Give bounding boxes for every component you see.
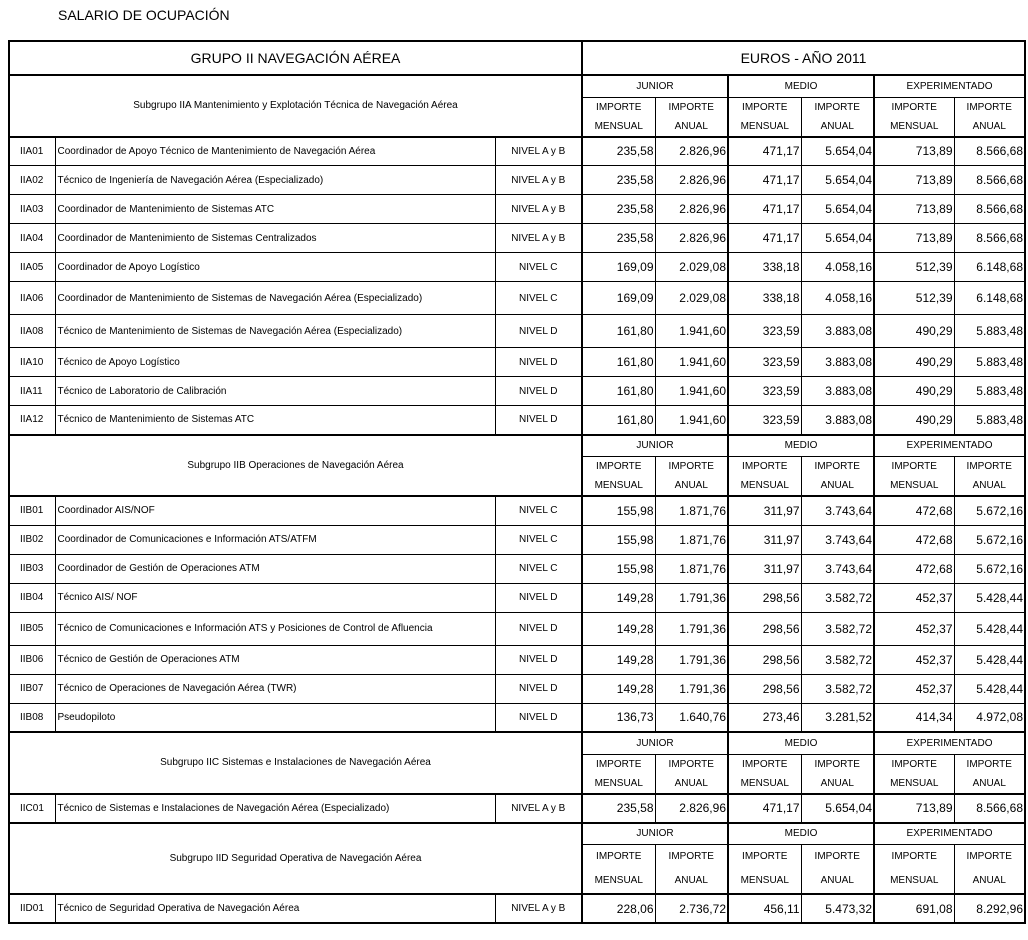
monthly-value: 235,58 [582, 195, 655, 224]
annual-value: 1.871,76 [655, 525, 728, 554]
importe-anual-header [655, 754, 728, 794]
header-line: MENSUAL [890, 120, 939, 132]
annual-value: 4.058,16 [801, 282, 874, 315]
annual-value: 3.582,72 [801, 612, 874, 645]
header-line: MENSUAL [740, 120, 789, 132]
row-name: Coordinador de Apoyo Técnico de Mantenimiento de Navegación Aérea [55, 137, 495, 166]
row-code: IIB01 [9, 496, 55, 525]
header-line: IMPORTE [596, 461, 642, 472]
annual-value: 2.826,96 [655, 195, 728, 224]
monthly-value: 713,89 [874, 794, 954, 823]
monthly-value: 452,37 [874, 583, 954, 612]
row-level: NIVEL A y B [495, 166, 582, 195]
header-line: IMPORTE [891, 851, 937, 862]
table-row [9, 224, 1025, 253]
annual-value: 3.743,64 [801, 496, 874, 525]
monthly-value: 228,06 [582, 894, 655, 923]
row-level: NIVEL A y B [495, 195, 582, 224]
header-line: IMPORTE [814, 101, 860, 113]
monthly-value: 323,59 [728, 406, 801, 435]
table-row [9, 315, 1025, 348]
annual-value: 5.428,44 [954, 612, 1025, 645]
row-level: NIVEL A y B [495, 794, 582, 823]
annual-value: 3.582,72 [801, 645, 874, 674]
monthly-value: 235,58 [582, 166, 655, 195]
header-line: IMPORTE [596, 851, 642, 862]
monthly-value: 471,17 [728, 137, 801, 166]
monthly-value: 136,73 [582, 703, 655, 732]
page-title: SALARIO DE OCUPACIÓN [58, 7, 230, 23]
row-level: NIVEL C [495, 253, 582, 282]
importe-anual-header [801, 457, 874, 497]
annual-value: 5.428,44 [954, 674, 1025, 703]
table-row [9, 253, 1025, 282]
annual-value: 1.791,36 [655, 583, 728, 612]
table-row [9, 377, 1025, 406]
monthly-value: 456,11 [728, 894, 801, 923]
header-line: IMPORTE [966, 851, 1012, 862]
importe-mensual-header [874, 457, 954, 497]
annual-value: 3.883,08 [801, 348, 874, 377]
header-line: ANUAL [674, 777, 708, 789]
band-label: JUNIOR [582, 75, 728, 97]
annual-value: 1.871,76 [655, 496, 728, 525]
row-level: NIVEL D [495, 612, 582, 645]
salary-table [8, 40, 1026, 924]
row-code: IIA03 [9, 195, 55, 224]
row-name: Técnico de Operaciones de Navegación Aérea (TWR) [55, 674, 495, 703]
subgroup-header-row [9, 75, 1025, 97]
monthly-value: 472,68 [874, 554, 954, 583]
header-line: IMPORTE [596, 101, 642, 113]
table-row [9, 794, 1025, 823]
header-line: IMPORTE [966, 461, 1012, 472]
monthly-value: 149,28 [582, 674, 655, 703]
band-label: MEDIO [728, 823, 874, 845]
table-row [9, 406, 1025, 435]
monthly-value: 490,29 [874, 377, 954, 406]
header-line: IMPORTE [966, 758, 1012, 770]
annual-value: 3.582,72 [801, 674, 874, 703]
table-row [9, 674, 1025, 703]
annual-value: 5.654,04 [801, 794, 874, 823]
annual-value: 8.566,68 [954, 224, 1025, 253]
monthly-value: 471,17 [728, 166, 801, 195]
header-line: MENSUAL [890, 875, 939, 886]
row-name: Técnico de Laboratorio de Calibración [55, 377, 495, 406]
header-line: IMPORTE [742, 101, 788, 113]
row-code: IIB02 [9, 525, 55, 554]
row-name: Técnico de Mantenimiento de Sistemas ATC [55, 406, 495, 435]
row-code: IIB04 [9, 583, 55, 612]
row-name: Técnico de Seguridad Operativa de Navegación Aérea [55, 894, 495, 923]
annual-value: 2.826,96 [655, 137, 728, 166]
row-level: NIVEL A y B [495, 224, 582, 253]
row-name: Técnico de Ingeniería de Navegación Aérea (Especializado) [55, 166, 495, 195]
band-label: EXPERIMENTADO [874, 732, 1025, 754]
annual-value: 1.871,76 [655, 554, 728, 583]
row-name: Pseudopiloto [55, 703, 495, 732]
monthly-value: 338,18 [728, 282, 801, 315]
annual-value: 2.826,96 [655, 794, 728, 823]
header-line: IMPORTE [668, 101, 714, 113]
annual-value: 3.883,08 [801, 406, 874, 435]
header-line: ANUAL [972, 777, 1006, 789]
band-label: JUNIOR [582, 732, 728, 754]
header-line: MENSUAL [594, 480, 643, 491]
annual-value: 8.566,68 [954, 166, 1025, 195]
table-row [9, 645, 1025, 674]
monthly-value: 149,28 [582, 583, 655, 612]
header-line: IMPORTE [814, 851, 860, 862]
row-code: IIA12 [9, 406, 55, 435]
annual-value: 1.791,36 [655, 645, 728, 674]
row-level: NIVEL D [495, 377, 582, 406]
row-level: NIVEL D [495, 703, 582, 732]
subgroup-header-row [9, 732, 1025, 754]
row-level: NIVEL C [495, 496, 582, 525]
table-row [9, 195, 1025, 224]
importe-anual-header [655, 97, 728, 137]
row-name: Técnico de Apoyo Logístico [55, 348, 495, 377]
header-line: ANUAL [820, 120, 854, 132]
monthly-value: 298,56 [728, 645, 801, 674]
importe-anual-header [801, 754, 874, 794]
annual-value: 5.883,48 [954, 377, 1025, 406]
row-name: Técnico de Gestión de Operaciones ATM [55, 645, 495, 674]
monthly-value: 273,46 [728, 703, 801, 732]
annual-value: 8.566,68 [954, 794, 1025, 823]
header-line: ANUAL [972, 480, 1006, 491]
monthly-value: 472,68 [874, 525, 954, 554]
header-line: MENSUAL [740, 777, 789, 789]
annual-value: 5.672,16 [954, 496, 1025, 525]
row-code: IIB07 [9, 674, 55, 703]
importe-anual-header [655, 457, 728, 497]
header-line: IMPORTE [891, 101, 937, 113]
annual-value: 2.826,96 [655, 166, 728, 195]
monthly-value: 490,29 [874, 315, 954, 348]
row-code: IIA08 [9, 315, 55, 348]
annual-value: 1.791,36 [655, 674, 728, 703]
header-line: IMPORTE [966, 101, 1012, 113]
table-row [9, 894, 1025, 923]
annual-value: 5.654,04 [801, 195, 874, 224]
row-name: Coordinador de Mantenimiento de Sistemas de Navegación Aérea (Especializado) [55, 282, 495, 315]
monthly-value: 155,98 [582, 525, 655, 554]
row-code: IIB03 [9, 554, 55, 583]
annual-value: 2.826,96 [655, 224, 728, 253]
row-code: IIA04 [9, 224, 55, 253]
annual-value: 5.883,48 [954, 348, 1025, 377]
header-line: IMPORTE [891, 461, 937, 472]
importe-anual-header [954, 754, 1025, 794]
row-code: IID01 [9, 894, 55, 923]
header-line: ANUAL [820, 875, 854, 886]
table-row [9, 348, 1025, 377]
subgroup-header-row [9, 823, 1025, 845]
row-level: NIVEL D [495, 348, 582, 377]
row-code: IIA02 [9, 166, 55, 195]
subgroup-title: Subgrupo IID Seguridad Operativa de Navegación Aérea [9, 823, 582, 895]
header-line: ANUAL [674, 480, 708, 491]
table-row [9, 583, 1025, 612]
header-line: ANUAL [674, 875, 708, 886]
header-line: MENSUAL [594, 777, 643, 789]
row-level: NIVEL D [495, 674, 582, 703]
annual-value: 3.281,52 [801, 703, 874, 732]
importe-anual-header [801, 97, 874, 137]
monthly-value: 471,17 [728, 794, 801, 823]
monthly-value: 452,37 [874, 674, 954, 703]
annual-value: 3.743,64 [801, 554, 874, 583]
annual-value: 8.292,96 [954, 894, 1025, 923]
table-row [9, 612, 1025, 645]
table-row [9, 703, 1025, 732]
subgroup-header-row [9, 435, 1025, 457]
annual-value: 6.148,68 [954, 282, 1025, 315]
header-line: IMPORTE [891, 758, 937, 770]
annual-value: 1.941,60 [655, 348, 728, 377]
importe-mensual-header [728, 97, 801, 137]
row-name: Coordinador de Apoyo Logístico [55, 253, 495, 282]
row-name: Técnico de Mantenimiento de Sistemas de Navegación Aérea (Especializado) [55, 315, 495, 348]
annual-value: 5.654,04 [801, 224, 874, 253]
monthly-value: 323,59 [728, 315, 801, 348]
row-name: Coordinador de Gestión de Operaciones ATM [55, 554, 495, 583]
row-level: NIVEL D [495, 583, 582, 612]
header-line: ANUAL [820, 777, 854, 789]
monthly-value: 235,58 [582, 794, 655, 823]
annual-value: 1.941,60 [655, 315, 728, 348]
row-code: IIA11 [9, 377, 55, 406]
monthly-value: 414,34 [874, 703, 954, 732]
annual-value: 5.473,32 [801, 894, 874, 923]
monthly-value: 713,89 [874, 137, 954, 166]
importe-mensual-header [874, 845, 954, 895]
row-code: IIB05 [9, 612, 55, 645]
header-line: IMPORTE [668, 851, 714, 862]
header-line: MENSUAL [890, 777, 939, 789]
header-line: IMPORTE [742, 758, 788, 770]
monthly-value: 311,97 [728, 525, 801, 554]
band-label: EXPERIMENTADO [874, 75, 1025, 97]
row-name: Técnico AIS/ NOF [55, 583, 495, 612]
annual-value: 8.566,68 [954, 195, 1025, 224]
table-row [9, 525, 1025, 554]
annual-value: 5.883,48 [954, 406, 1025, 435]
monthly-value: 452,37 [874, 612, 954, 645]
header-line: IMPORTE [814, 758, 860, 770]
row-level: NIVEL A y B [495, 894, 582, 923]
header-line: ANUAL [674, 120, 708, 132]
row-name: Coordinador AIS/NOF [55, 496, 495, 525]
monthly-value: 713,89 [874, 195, 954, 224]
importe-mensual-header [582, 754, 655, 794]
row-level: NIVEL A y B [495, 137, 582, 166]
monthly-value: 169,09 [582, 282, 655, 315]
importe-anual-header [954, 457, 1025, 497]
importe-mensual-header [582, 97, 655, 137]
importe-anual-header [954, 97, 1025, 137]
monthly-value: 338,18 [728, 253, 801, 282]
header-line: ANUAL [972, 875, 1006, 886]
header-line: ANUAL [820, 480, 854, 491]
table-row [9, 554, 1025, 583]
table-header-row [9, 41, 1025, 75]
band-label: EXPERIMENTADO [874, 435, 1025, 457]
row-level: NIVEL C [495, 525, 582, 554]
annual-value: 3.883,08 [801, 377, 874, 406]
row-code: IIA05 [9, 253, 55, 282]
importe-mensual-header [874, 754, 954, 794]
row-name: Técnico de Comunicaciones e Información ATS y Posiciones de Control de Afluencia [55, 612, 495, 645]
monthly-value: 155,98 [582, 554, 655, 583]
monthly-value: 713,89 [874, 224, 954, 253]
importe-mensual-header [582, 457, 655, 497]
monthly-value: 323,59 [728, 348, 801, 377]
monthly-value: 471,17 [728, 224, 801, 253]
importe-mensual-header [728, 845, 801, 895]
table-row [9, 137, 1025, 166]
annual-value: 5.672,16 [954, 525, 1025, 554]
header-line: MENSUAL [594, 120, 643, 132]
band-label: JUNIOR [582, 435, 728, 457]
monthly-value: 512,39 [874, 282, 954, 315]
band-label: JUNIOR [582, 823, 728, 845]
header-line: MENSUAL [740, 480, 789, 491]
table-row [9, 166, 1025, 195]
table-row [9, 496, 1025, 525]
annual-value: 5.428,44 [954, 645, 1025, 674]
annual-value: 3.743,64 [801, 525, 874, 554]
row-name: Coordinador de Mantenimiento de Sistemas ATC [55, 195, 495, 224]
header-line: IMPORTE [668, 758, 714, 770]
row-code: IIC01 [9, 794, 55, 823]
row-level: NIVEL C [495, 282, 582, 315]
monthly-value: 512,39 [874, 253, 954, 282]
monthly-value: 311,97 [728, 554, 801, 583]
row-level: NIVEL D [495, 645, 582, 674]
row-name: Técnico de Sistemas e Instalaciones de Navegación Aérea (Especializado) [55, 794, 495, 823]
monthly-value: 298,56 [728, 583, 801, 612]
monthly-value: 471,17 [728, 195, 801, 224]
row-level: NIVEL C [495, 554, 582, 583]
monthly-value: 235,58 [582, 224, 655, 253]
header-line: MENSUAL [740, 875, 789, 886]
monthly-value: 490,29 [874, 406, 954, 435]
monthly-value: 155,98 [582, 496, 655, 525]
importe-anual-header [954, 845, 1025, 895]
annual-value: 1.640,76 [655, 703, 728, 732]
row-level: NIVEL D [495, 406, 582, 435]
annual-value: 1.941,60 [655, 377, 728, 406]
annual-value: 2.029,08 [655, 282, 728, 315]
header-line: IMPORTE [668, 461, 714, 472]
row-name: Coordinador de Mantenimiento de Sistemas Centralizados [55, 224, 495, 253]
monthly-value: 691,08 [874, 894, 954, 923]
row-code: IIB08 [9, 703, 55, 732]
annual-value: 2.029,08 [655, 253, 728, 282]
row-code: IIA06 [9, 282, 55, 315]
monthly-value: 149,28 [582, 645, 655, 674]
annual-value: 1.941,60 [655, 406, 728, 435]
monthly-value: 311,97 [728, 496, 801, 525]
annual-value: 4.972,08 [954, 703, 1025, 732]
importe-mensual-header [728, 754, 801, 794]
importe-mensual-header [728, 457, 801, 497]
monthly-value: 161,80 [582, 406, 655, 435]
importe-mensual-header [874, 97, 954, 137]
euros-title: EUROS - AÑO 2011 [582, 41, 1025, 75]
monthly-value: 161,80 [582, 348, 655, 377]
header-line: IMPORTE [742, 461, 788, 472]
subgroup-title: Subgrupo IIA Mantenimiento y Explotación Técnica de Navegación Aérea [9, 75, 582, 137]
header-line: IMPORTE [742, 851, 788, 862]
subgroup-title: Subgrupo IIB Operaciones de Navegación Aérea [9, 435, 582, 497]
annual-value: 8.566,68 [954, 137, 1025, 166]
annual-value: 5.654,04 [801, 137, 874, 166]
header-line: IMPORTE [814, 461, 860, 472]
annual-value: 4.058,16 [801, 253, 874, 282]
header-line: MENSUAL [890, 480, 939, 491]
monthly-value: 298,56 [728, 674, 801, 703]
importe-mensual-header [582, 845, 655, 895]
table-row [9, 282, 1025, 315]
monthly-value: 323,59 [728, 377, 801, 406]
monthly-value: 235,58 [582, 137, 655, 166]
annual-value: 3.883,08 [801, 315, 874, 348]
row-code: IIB06 [9, 645, 55, 674]
monthly-value: 161,80 [582, 377, 655, 406]
importe-anual-header [801, 845, 874, 895]
annual-value: 1.791,36 [655, 612, 728, 645]
annual-value: 2.736,72 [655, 894, 728, 923]
annual-value: 5.883,48 [954, 315, 1025, 348]
monthly-value: 149,28 [582, 612, 655, 645]
row-code: IIA01 [9, 137, 55, 166]
monthly-value: 472,68 [874, 496, 954, 525]
annual-value: 5.654,04 [801, 166, 874, 195]
annual-value: 3.582,72 [801, 583, 874, 612]
importe-anual-header [655, 845, 728, 895]
row-level: NIVEL D [495, 315, 582, 348]
band-label: MEDIO [728, 435, 874, 457]
monthly-value: 298,56 [728, 612, 801, 645]
annual-value: 6.148,68 [954, 253, 1025, 282]
monthly-value: 490,29 [874, 348, 954, 377]
annual-value: 5.672,16 [954, 554, 1025, 583]
monthly-value: 169,09 [582, 253, 655, 282]
header-line: MENSUAL [594, 875, 643, 886]
monthly-value: 713,89 [874, 166, 954, 195]
band-label: MEDIO [728, 75, 874, 97]
group-title: GRUPO II NAVEGACIÓN AÉREA [9, 41, 582, 75]
subgroup-title: Subgrupo IIC Sistemas e Instalaciones de Navegación Aérea [9, 732, 582, 794]
band-label: EXPERIMENTADO [874, 823, 1025, 845]
annual-value: 5.428,44 [954, 583, 1025, 612]
row-code: IIA10 [9, 348, 55, 377]
header-line: ANUAL [972, 120, 1006, 132]
band-label: MEDIO [728, 732, 874, 754]
monthly-value: 161,80 [582, 315, 655, 348]
monthly-value: 452,37 [874, 645, 954, 674]
row-name: Coordinador de Comunicaciones e Información ATS/ATFM [55, 525, 495, 554]
header-line: IMPORTE [596, 758, 642, 770]
